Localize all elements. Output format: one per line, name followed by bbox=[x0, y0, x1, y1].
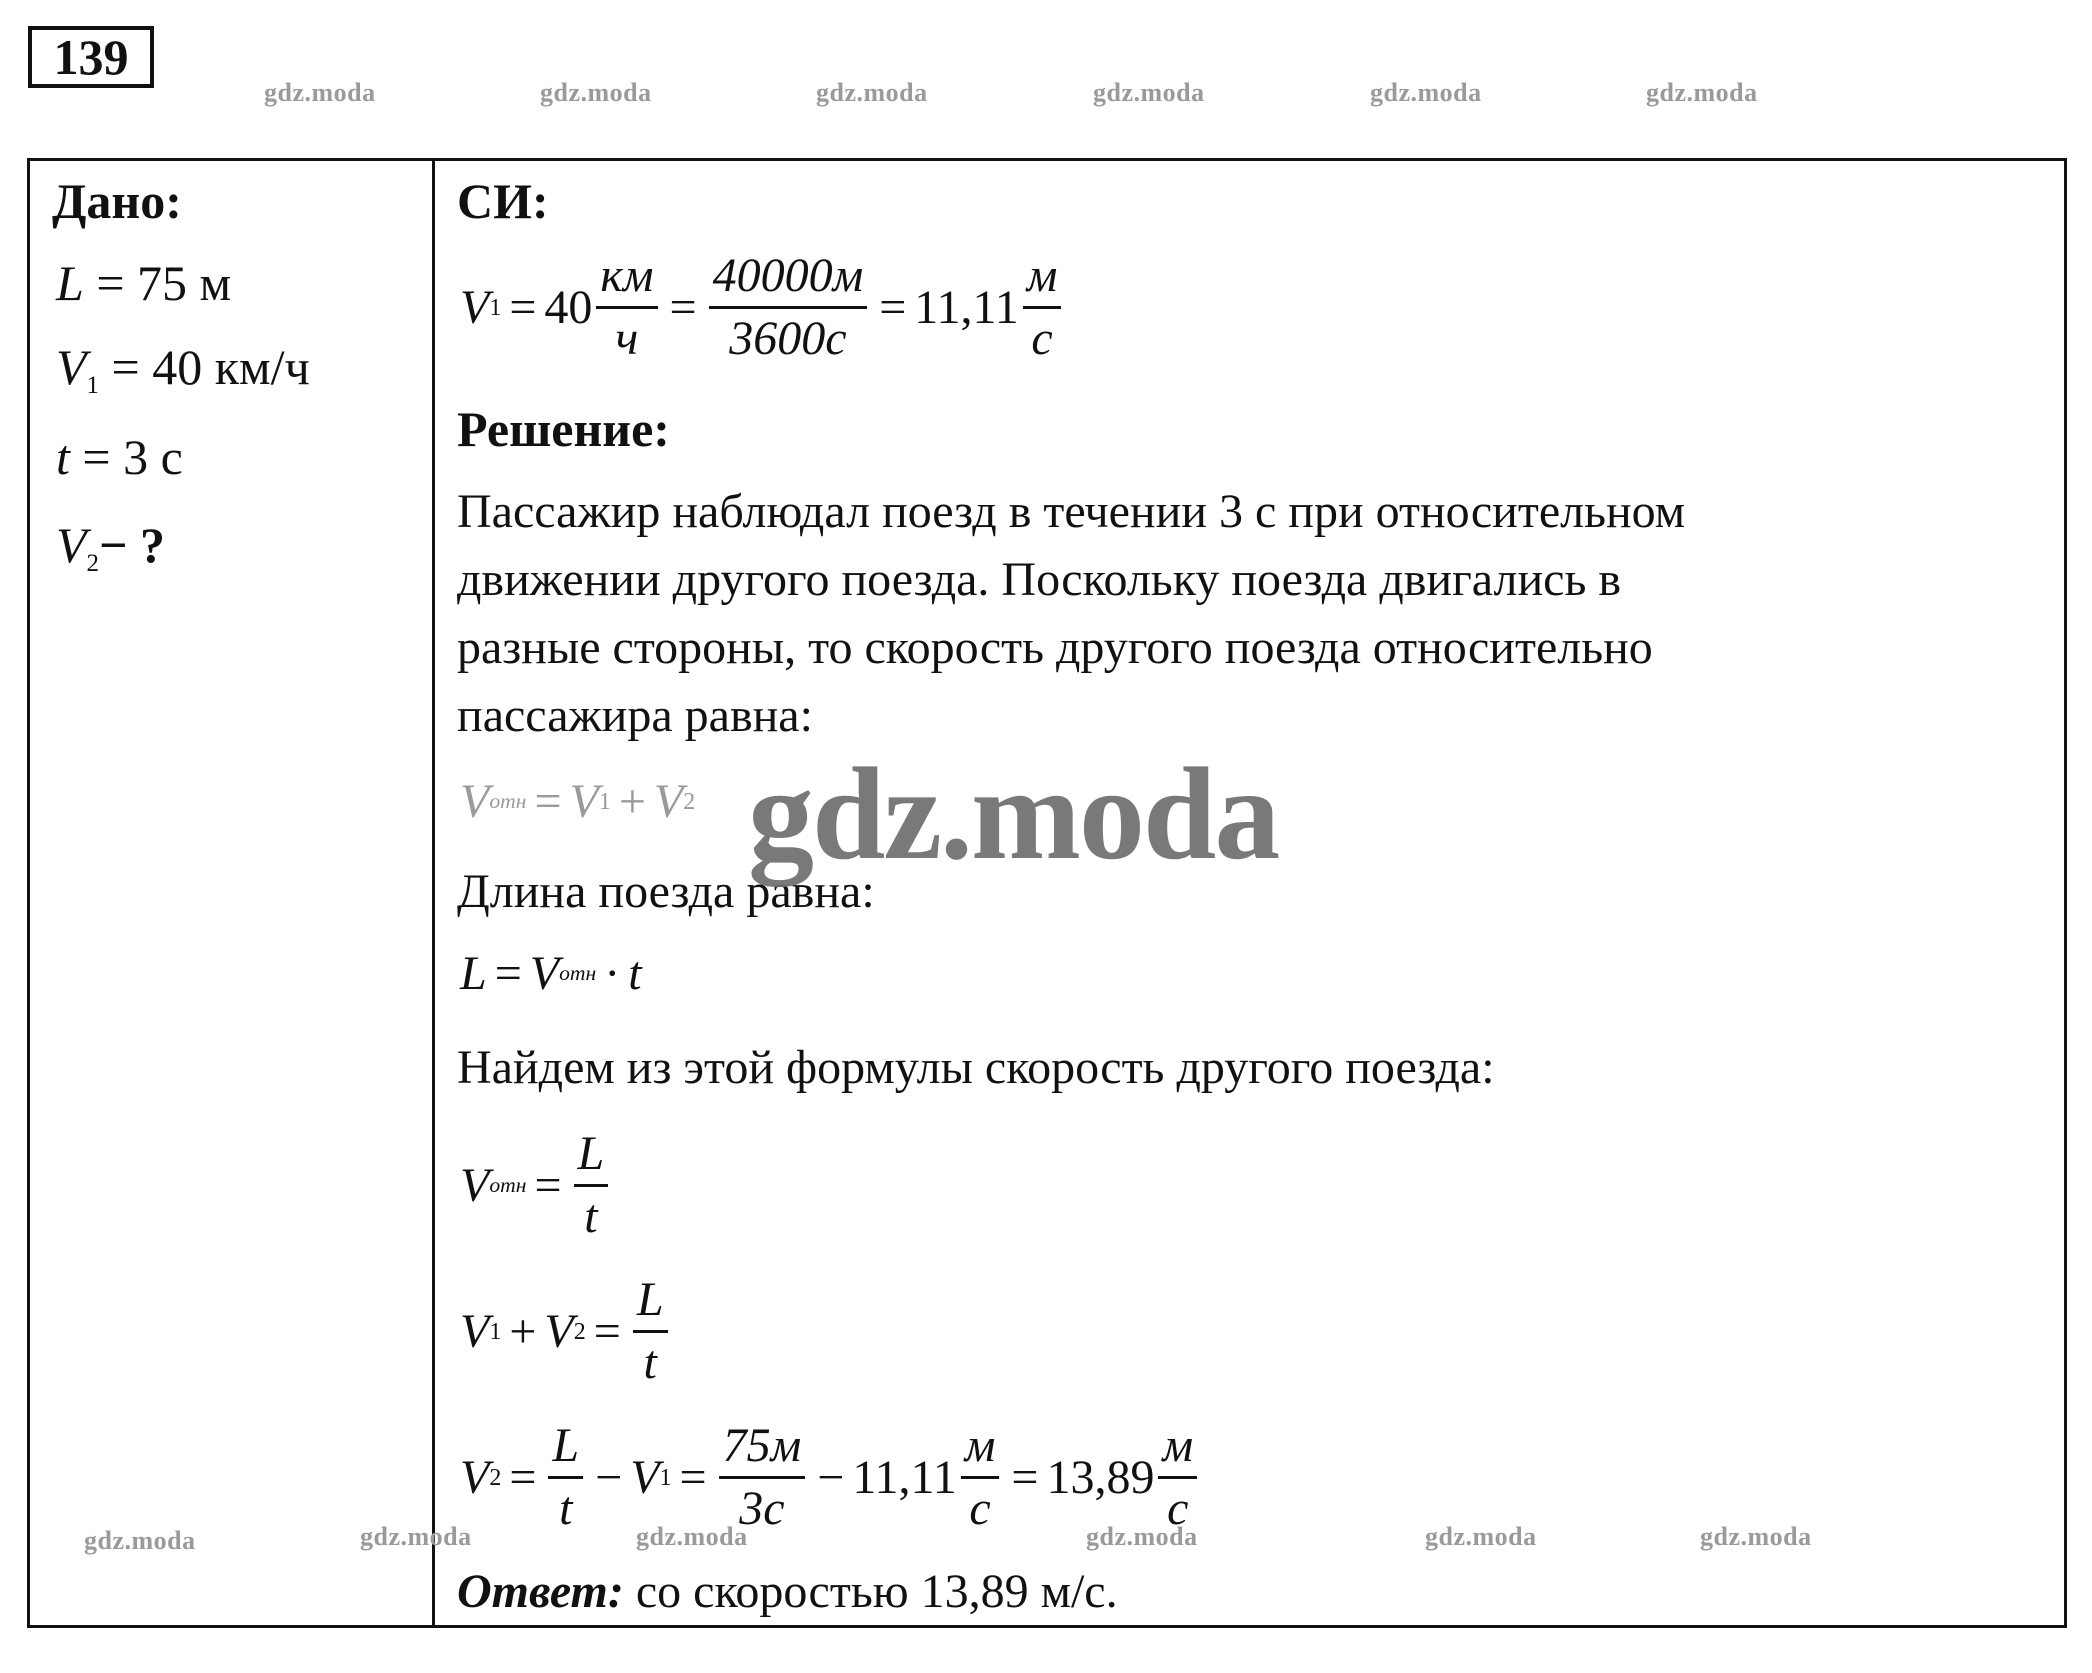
equals-sign: = bbox=[669, 280, 697, 334]
fraction bbox=[1158, 1419, 1197, 1535]
var: V bbox=[569, 775, 599, 828]
equals-sign: = bbox=[1011, 1450, 1039, 1504]
equals-sign: = bbox=[494, 947, 522, 1000]
fraction bbox=[1023, 249, 1062, 365]
var: t bbox=[628, 947, 642, 1000]
center-watermark: gdz.moda bbox=[748, 740, 1279, 887]
watermark: gdz.moda bbox=[1700, 1522, 1812, 1551]
var: t bbox=[56, 429, 70, 485]
text-line: разные стороны, то скорость другого поезда относительно bbox=[457, 621, 1653, 674]
answer-line bbox=[457, 1565, 1118, 1618]
watermark: gdz.moda bbox=[1093, 78, 1205, 107]
denominator: t bbox=[559, 1482, 573, 1535]
given-v1 bbox=[56, 339, 310, 399]
numerator: L bbox=[548, 1422, 583, 1479]
subscript: 2 bbox=[86, 549, 100, 577]
subscript: 1 bbox=[489, 294, 502, 321]
given-unknown bbox=[56, 517, 166, 577]
given-value: = 75 м bbox=[83, 255, 232, 311]
text-line: Пассажир наблюдал поезд в течении 3 с при относительном bbox=[457, 485, 1686, 538]
watermark: gdz.moda bbox=[816, 78, 928, 107]
watermark: gdz.moda bbox=[360, 1522, 472, 1551]
equals-sign: = bbox=[509, 280, 537, 334]
plus-sign: + bbox=[509, 1304, 537, 1358]
denominator: t bbox=[584, 1190, 598, 1243]
denominator: с bbox=[1031, 312, 1053, 365]
v2-result-formula bbox=[460, 1419, 1201, 1535]
numerator: L bbox=[574, 1130, 609, 1187]
given-question: − ? bbox=[99, 517, 166, 573]
numerator: 75м bbox=[719, 1422, 806, 1479]
var: V bbox=[56, 517, 87, 573]
denominator: t bbox=[643, 1336, 657, 1389]
watermark: gdz.moda bbox=[84, 1526, 196, 1555]
number: 11,11 bbox=[852, 1450, 957, 1504]
numerator: м bbox=[961, 1422, 1000, 1479]
fraction bbox=[548, 1419, 583, 1535]
velocity-sum-formula bbox=[460, 1273, 672, 1389]
var: L bbox=[56, 255, 84, 311]
watermark: gdz.moda bbox=[1370, 78, 1482, 107]
denominator: с bbox=[1167, 1482, 1189, 1535]
numerator: км bbox=[596, 252, 657, 309]
fraction bbox=[574, 1127, 609, 1243]
numerator: 40000м bbox=[709, 252, 868, 309]
fraction bbox=[709, 249, 868, 365]
column-divider bbox=[432, 158, 435, 1628]
given-time bbox=[56, 429, 183, 485]
numerator: L bbox=[633, 1276, 668, 1333]
numerator: м bbox=[1023, 252, 1062, 309]
answer-label: Ответ: bbox=[457, 1565, 624, 1618]
var: V bbox=[56, 339, 87, 395]
var: V bbox=[460, 1450, 490, 1504]
fraction bbox=[961, 1419, 1000, 1535]
var: V bbox=[544, 1304, 574, 1358]
watermark: gdz.moda bbox=[636, 1522, 748, 1551]
text-line: пассажира равна: bbox=[457, 689, 813, 742]
equals-sign: = bbox=[509, 1450, 537, 1504]
equals-sign: = bbox=[593, 1304, 621, 1358]
var: L bbox=[460, 947, 487, 1000]
watermark: gdz.moda bbox=[540, 78, 652, 107]
fraction bbox=[633, 1273, 668, 1389]
subscript: отн bbox=[489, 1172, 527, 1197]
relative-velocity-formula bbox=[460, 775, 696, 828]
subscript: 1 bbox=[659, 1464, 672, 1491]
si-conversion-formula bbox=[460, 249, 1065, 365]
solution-paragraph: Найдем из этой формулы скорость другого поезда: bbox=[457, 1041, 1495, 1094]
watermark: gdz.moda bbox=[1086, 1522, 1198, 1551]
equals-sign: = bbox=[879, 280, 907, 334]
subscript: 1 bbox=[489, 1318, 502, 1345]
solution-paragraph: Длина поезда равна: bbox=[457, 865, 875, 918]
denominator: 3600с bbox=[729, 312, 847, 365]
solution-heading: Решение: bbox=[457, 401, 670, 457]
relative-velocity-fraction-formula bbox=[460, 1127, 612, 1243]
var: V bbox=[460, 1158, 490, 1212]
subscript: 1 bbox=[86, 371, 100, 399]
fraction bbox=[719, 1419, 806, 1535]
given-value: = 40 км/ч bbox=[99, 339, 310, 395]
subscript: 2 bbox=[683, 789, 696, 815]
number: 11,11 bbox=[914, 280, 1019, 334]
denominator: ч bbox=[615, 312, 639, 365]
given-value: = 3 с bbox=[69, 429, 183, 485]
minus-sign: − bbox=[817, 1450, 845, 1504]
var: V bbox=[529, 947, 560, 1000]
watermark: gdz.moda bbox=[264, 78, 376, 107]
subscript: отн bbox=[559, 961, 597, 986]
equals-sign: = bbox=[534, 1158, 562, 1212]
denominator: 3с bbox=[739, 1482, 785, 1535]
problem-number: 139 bbox=[28, 26, 154, 88]
watermark: gdz.moda bbox=[1646, 78, 1758, 107]
si-heading: СИ: bbox=[457, 173, 549, 229]
answer-text: со скоростью 13,89 м/с. bbox=[623, 1565, 1118, 1618]
var: V bbox=[460, 1304, 490, 1358]
number: 40 bbox=[544, 280, 593, 334]
subscript: отн bbox=[489, 789, 527, 814]
train-length-formula bbox=[460, 947, 642, 1000]
var: V bbox=[630, 1450, 660, 1504]
var: V bbox=[460, 775, 490, 828]
solution-paragraph bbox=[457, 478, 2017, 750]
multiply-dot: · bbox=[604, 947, 621, 1000]
equals-sign: = bbox=[534, 775, 562, 828]
given-length bbox=[56, 255, 232, 311]
minus-sign: − bbox=[595, 1450, 623, 1504]
plus-sign: + bbox=[618, 775, 646, 828]
text-line: движении другого поезда. Поскольку поезда двигались в bbox=[457, 553, 1621, 606]
var: V bbox=[460, 280, 490, 334]
denominator: с bbox=[969, 1482, 991, 1535]
given-heading: Дано: bbox=[52, 173, 182, 229]
subscript: 2 bbox=[573, 1318, 586, 1345]
number: 13,89 bbox=[1046, 1450, 1155, 1504]
var: V bbox=[653, 775, 684, 828]
equals-sign: = bbox=[679, 1450, 707, 1504]
subscript: 1 bbox=[598, 789, 611, 815]
numerator: м bbox=[1158, 1422, 1197, 1479]
fraction bbox=[596, 249, 657, 365]
subscript: 2 bbox=[489, 1464, 502, 1491]
watermark: gdz.moda bbox=[1425, 1522, 1537, 1551]
